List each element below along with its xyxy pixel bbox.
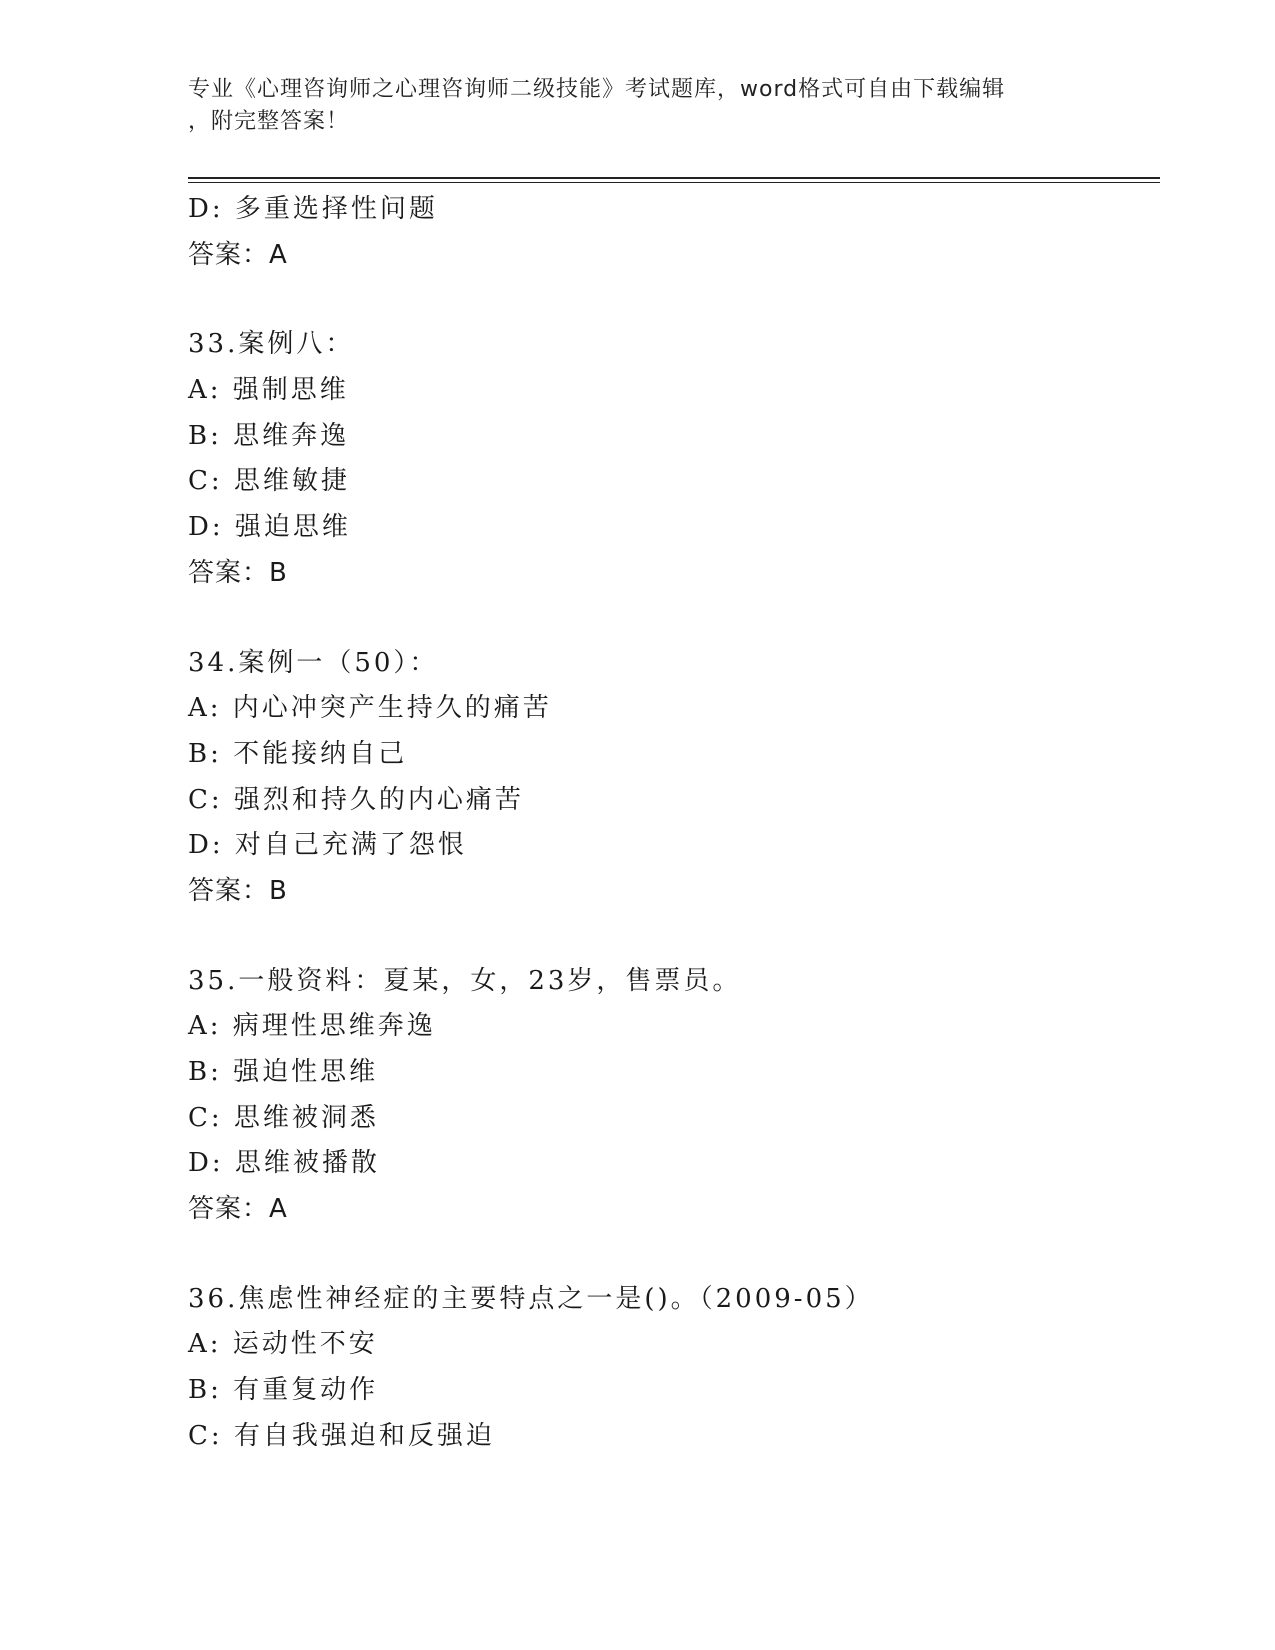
question-35: [188, 959, 1148, 1233]
header-rule-thick: [188, 177, 1160, 179]
option-d: D: 多重选择性问题: [188, 194, 438, 224]
spacer: [188, 278, 1148, 322]
option-a: A: 内心冲突产生持久的痛苦: [188, 693, 552, 724]
option-b: B: 思维奔逸: [188, 420, 350, 451]
question-stem: 33.案例八：: [188, 329, 355, 360]
option-c: C: 强烈和持久的内心痛苦: [188, 784, 524, 815]
answer-line: 答案：B: [188, 875, 288, 906]
option-d: D: 强迫思维: [188, 512, 351, 543]
answer-line: 答案：A: [188, 239, 288, 270]
option-a: A: 强制思维: [188, 375, 349, 406]
option-b: B: 强迫性思维: [188, 1057, 379, 1087]
answer-line: 答案：B: [188, 557, 288, 588]
spacer: [188, 597, 1148, 641]
spacer: [188, 915, 1148, 959]
option-a: A: 运动性不安: [188, 1329, 378, 1360]
question-33: [188, 322, 1148, 596]
header-rule-thin: [188, 182, 1160, 183]
option-a: A: 病理性思维奔逸: [188, 1011, 436, 1042]
option-d: D: 思维被播散: [188, 1148, 380, 1179]
option-c: C: 有自我强迫和反强迫: [188, 1420, 495, 1451]
answer-line: 答案：A: [188, 1194, 288, 1225]
question-34: [188, 641, 1148, 915]
question-stem: 35.一般资料：夏某，女，23岁，售票员。: [188, 965, 742, 996]
question-36: [188, 1277, 1148, 1460]
spacer: [188, 1233, 1148, 1277]
option-c: C: 思维被洞悉: [188, 1102, 379, 1133]
header-line-2: ，附完整答案！: [188, 109, 350, 134]
header-line-1: 专业《心理咨询师之心理咨询师二级技能》考试题库，word格式可自由下载编辑: [188, 77, 1006, 102]
question-stem: 36.焦虑性神经症的主要特点之一是()。（2009-05）: [188, 1283, 874, 1314]
question-stem: 34.案例一（50）：: [188, 647, 439, 678]
option-c: C: 思维敏捷: [188, 466, 350, 497]
question-list: [188, 187, 1148, 1460]
option-d: D: 对自己充满了怨恨: [188, 830, 467, 861]
option-b: B: 有重复动作: [188, 1375, 379, 1406]
option-b: B: 不能接纳自己: [188, 738, 408, 769]
page-header: [188, 74, 1088, 138]
